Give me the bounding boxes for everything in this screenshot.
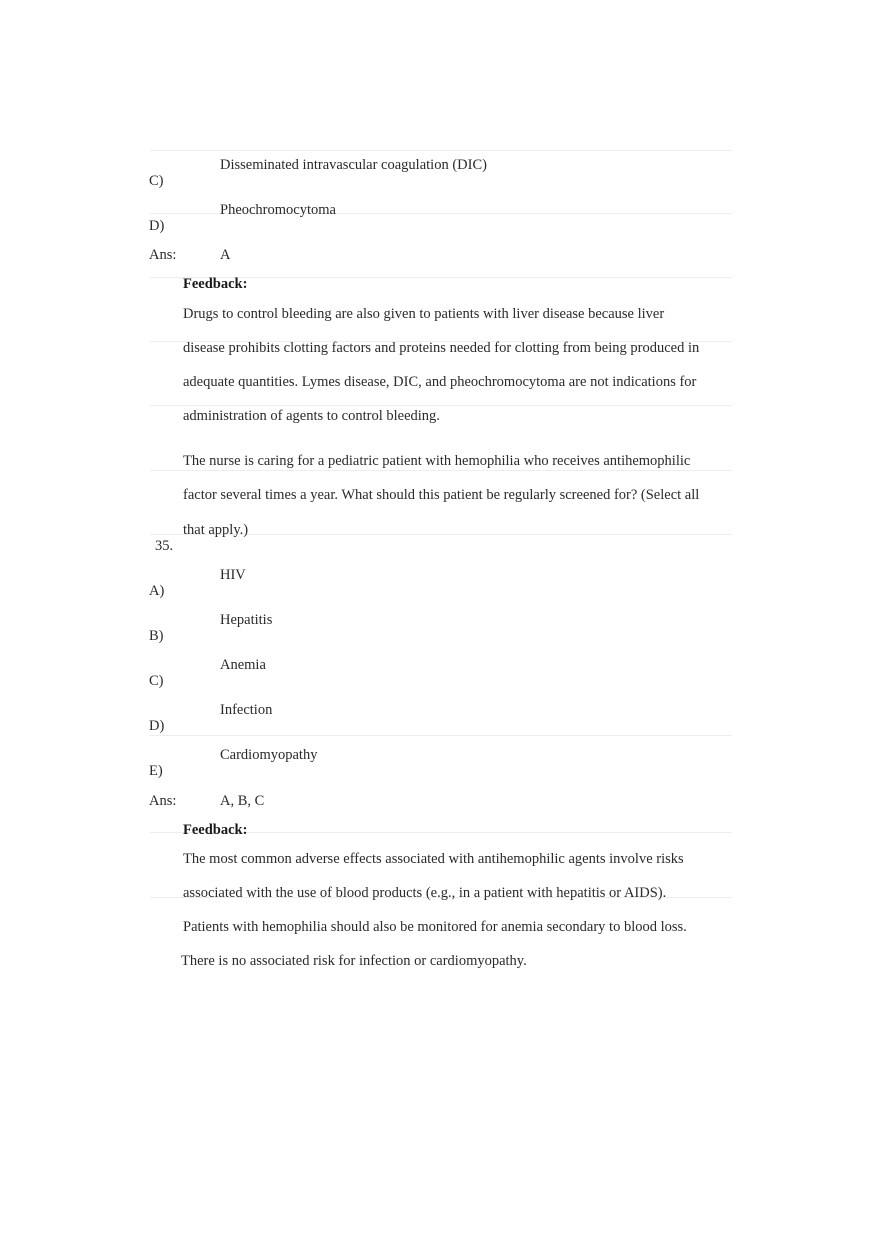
option-letter: C) <box>149 173 164 189</box>
answer-value: A <box>220 247 231 263</box>
option-text: Hepatitis <box>220 612 273 628</box>
option-text: HIV <box>220 567 246 583</box>
table-rule <box>150 150 732 151</box>
option-text: Infection <box>220 702 273 718</box>
answer-label: Ans: <box>149 247 177 263</box>
option-letter: B) <box>149 628 164 644</box>
feedback-label: Feedback: <box>183 276 248 292</box>
question-line: The nurse is caring for a pediatric patient with hemophilia who receives antihemophilic <box>183 453 691 469</box>
table-rule <box>150 470 732 471</box>
feedback-line: There is no associated risk for infection or cardiomyopathy. <box>181 953 527 969</box>
option-letter: E) <box>149 763 163 779</box>
answer-value: A, B, C <box>220 793 265 809</box>
option-text: Anemia <box>220 657 266 673</box>
option-letter: C) <box>149 673 164 689</box>
option-letter: A) <box>149 583 165 599</box>
option-text: Disseminated intravascular coagulation (DIC) <box>220 157 487 173</box>
option-text: Cardiomyopathy <box>220 747 318 763</box>
feedback-line: disease prohibits clotting factors and proteins needed for clotting from being produced in <box>183 340 700 356</box>
question-number: 35. <box>155 538 174 554</box>
question-line: factor several times a year. What should this patient be regularly screened for? (Select all <box>183 487 700 503</box>
feedback-line: Patients with hemophilia should also be monitored for anemia secondary to blood loss. <box>183 919 687 935</box>
feedback-line: administration of agents to control bleeding. <box>183 408 440 424</box>
feedback-line: The most common adverse effects associated with antihemophilic agents involve risks <box>183 851 684 867</box>
answer-label: Ans: <box>149 793 177 809</box>
feedback-line: associated with the use of blood products (e.g., in a patient with hepatitis or AIDS). <box>183 885 667 901</box>
feedback-line: adequate quantities. Lymes disease, DIC, and pheochromocytoma are not indications for <box>183 374 697 390</box>
feedback-label: Feedback: <box>183 822 248 838</box>
option-text: Pheochromocytoma <box>220 202 336 218</box>
table-rule <box>150 735 732 736</box>
feedback-line: Drugs to control bleeding are also given to patients with liver disease because liver <box>183 306 665 322</box>
question-line: that apply.) <box>183 522 249 538</box>
option-letter: D) <box>149 218 165 234</box>
option-letter: D) <box>149 718 165 734</box>
table-rule <box>150 405 732 406</box>
